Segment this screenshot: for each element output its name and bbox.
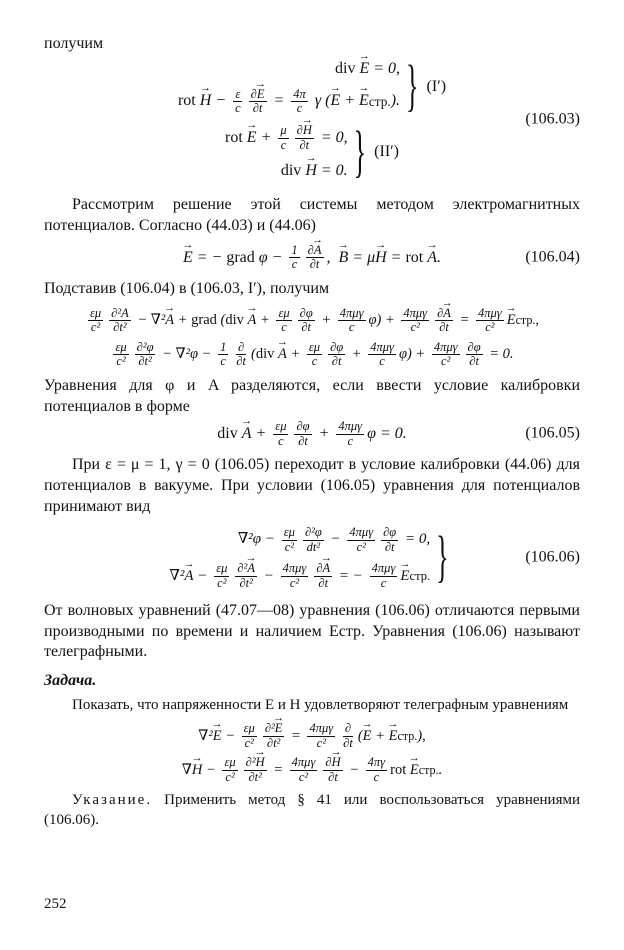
intro-word: получим [44, 35, 104, 52]
equation-div-H: div → H = 0. [281, 161, 348, 182]
equation-row-task-E: ∇² → E − $\frac{\varepsilon\mu}{\text{c²}}$ $\frac{\text{∂²→ E}}{\text{∂t²}}$ = $\frac{\text{4πμγ}}{\text{c²}}$ $\frac{\partial}{\partial t}$ ( → E + → E стр. ), [44, 721, 580, 751]
equation-row-106-04: → E = − grad φ − $\frac{1}{c}$ $\frac{\partial\to A}{\partial t}$ , → B = μ → H = rot → A . (106.04) [44, 243, 580, 273]
paragraph-substitute: Подставив (106.04) в (106.03, I′), получим [44, 279, 330, 297]
equation-number-106-05: (106.05) [525, 424, 580, 442]
group-I-label: (I′) [426, 78, 447, 96]
page-number: 252 [44, 895, 67, 912]
equation-block-106-03 [44, 55, 580, 186]
equation-row-task-H: ∇ → H − $\frac{\varepsilon\mu}{\text{c²}}$ $\frac{\text{∂²→ H}}{\text{∂t²}}$ = $\frac{\text{4πμγ}}{\text{c²}}$ $\frac{\partial\to H}{\partial t}$ − $\frac{4\pi\gamma}{c}$ rot → E стр. . [44, 755, 580, 785]
equation-number-106-06: (106.06) [525, 548, 580, 566]
equation-telegraph-phi: ∇²φ − $\frac{\varepsilon\mu}{\text{c²}}$ $\frac{\text{∂²φ}}{\text{dt²}}$ − $\frac{\text{4πμγ}}{\text{c²}}$ $\frac{\partial\varphi}{\partial t}$ = 0, [237, 524, 431, 554]
equation-number-106-03: (106.03) [525, 110, 580, 128]
equation-rot-H: rot → H − $\frac{\varepsilon}{c}$ $\frac{\partial\to E}{\partial t}$ = $\frac{4\pi}{c}$ γ ( → E + → E стр. ). [178, 88, 400, 117]
equation-group-II [44, 120, 580, 185]
right-brace-106-06: } [436, 525, 449, 590]
equation-row-106-05: div → A + $\frac{\varepsilon\mu}{c}$ $\frac{\partial\varphi}{\partial t}$ + $\frac{\text{4πμγ}}{c}$ φ = 0. (106.05) [44, 419, 580, 449]
task-heading: Задача. [44, 672, 97, 690]
equation-telegraph-A: ∇² → A − $\frac{\varepsilon\mu}{\text{c²}}$ $\frac{\text{∂²→ A}}{\text{∂t²}}$ − $\frac{\text{4πμγ}}{\text{c²}}$ $\frac{\partial\to A}{\partial t}$ = − $\frac{\text{4πμγ}}{c}$ → E стр. [169, 562, 430, 591]
right-brace-I: } [406, 54, 419, 119]
equation-number-106-04: (106.04) [525, 248, 580, 266]
paragraph-telegraph: От волновых уравнений (47.07—08) уравнения (106.06) отличаются первыми производными по времени и наличием Eстр. Уравнения (106.06) называют телеграфными. [44, 601, 580, 661]
paragraph-potentials: Рассмотрим решение этой системы методом электромагнитных потенциалов. Согласно (44.03) и (44.06) [44, 196, 580, 235]
hint-text: Применить метод § 41 или воспользоваться уравнениями (106.06). [44, 792, 580, 828]
group-II-label: (II′) [374, 143, 399, 161]
paragraph-vacuum: При ε = μ = 1, γ = 0 (106.05) переходит в условие калибровки (44.06) для потенциалов в вакууме. При условии (106.05) уравнения для потенциалов принимают вид [44, 456, 580, 515]
equation-rot-E: rot → E + $\frac{\mu}{c}$ $\frac{\partial\to H}{\partial t}$ = 0, [225, 124, 348, 153]
paragraph-separation: Уравнения для φ и A разделяются, если ввести условие калибровки потенциалов в форме [44, 376, 580, 415]
equation-block-106-06 [44, 522, 580, 595]
right-brace-II: } [353, 119, 367, 184]
task-text: Показать, что напряженности E и H удовлетворяют телеграфным уравнениям [72, 696, 569, 713]
hint-label: Указание. [72, 792, 153, 809]
hint-paragraph [44, 791, 580, 830]
equation-row-phi-wave: $\frac{\varepsilon\mu}{\text{c²}}$ $\frac{\text{∂²φ}}{\text{∂t²}}$ − ∇²φ − $\frac{1}{c}$ $\frac{\partial}{\partial t}$ ( div → A + $\frac{\varepsilon\mu}{c}$ $\frac{\partial\varphi}{\partial t}$ + $\frac{\text{4πμγ}}{c}$ φ) + $\frac{\text{4πμγ}}{\text{c²}}$ $\frac{\partial\varphi}{\partial t}$ = 0. [44, 340, 580, 370]
equation-group-I [44, 55, 580, 120]
equation-div-E: div → E = 0, [335, 59, 400, 80]
equation-row-A-wave: $\frac{\varepsilon\mu}{\text{c²}}$ $\frac{\text{∂²A}}{\text{∂t²}}$ − ∇² → A + grad ( div → A + $\frac{\varepsilon\mu}{c}$ $\frac{\partial\varphi}{\partial t}$ + $\frac{\text{4πμγ}}{c}$ φ) + $\frac{\text{4πμγ}}{\text{c²}}$ $\frac{\partial\to A}{\partial t}$ = $\frac{\text{4πμγ}}{\text{c²}}$ → E стр. , [44, 306, 580, 336]
